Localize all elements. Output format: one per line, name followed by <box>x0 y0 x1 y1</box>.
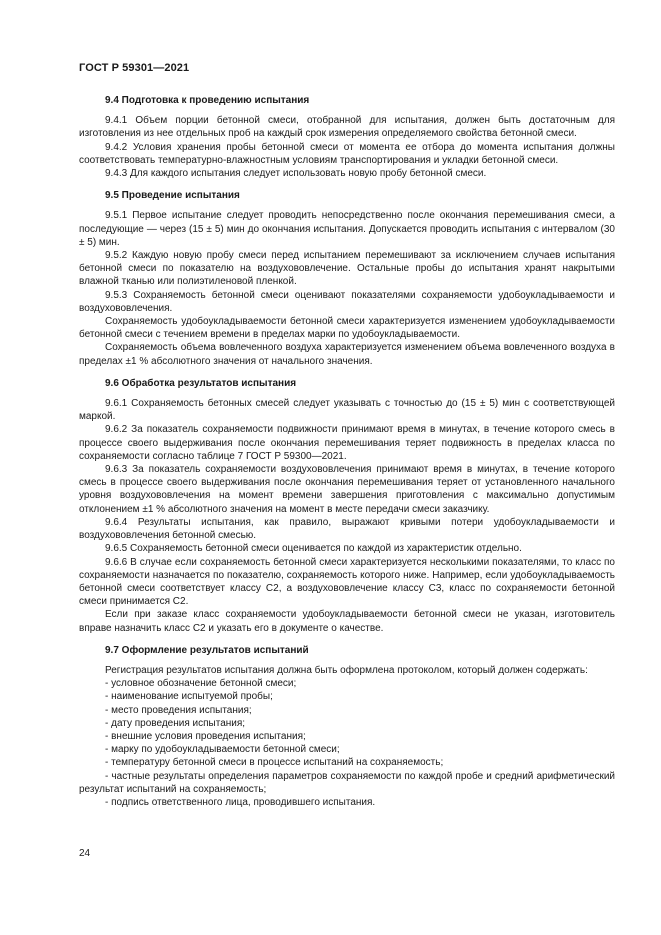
standard-code-header: ГОСТ Р 59301—2021 <box>79 62 190 74</box>
document-body <box>79 94 615 818</box>
list-item: - температуру бетонной смеси в процессе испытаний на сохраняемость; <box>105 757 444 769</box>
section-heading: 9.7 Оформление результатов испытаний <box>105 644 309 656</box>
section-heading: 9.5 Проведение испытания <box>105 190 240 202</box>
paragraph: Сохраняемость удобоукладываемости бетонной смеси характеризуется изменением удобоукладываемости бетонной смеси с течением времени в пределах марки по удобоукладываемости. <box>79 316 615 341</box>
section-heading: 9.6 Обработка результатов испытания <box>105 377 297 389</box>
list-item: - условное обозначение бетонной смеси; <box>105 678 297 690</box>
page-number: 24 <box>79 848 91 859</box>
paragraph: Регистрация результатов испытания должна быть оформлена протоколом, который должен содержать: <box>105 664 588 676</box>
list-item: - дату проведения испытания; <box>105 717 246 729</box>
paragraph: 9.4.1 Объем порции бетонной смеси, отобранной для испытания, должен быть достаточным для изготовления из нее отдельных проб на каждый срок измерения определяемого свойства бетонной смеси. <box>79 115 615 140</box>
paragraph: Сохраняемость объема вовлеченного воздуха характеризуется изменением объема вовлеченного воздуха в пределах ±1 % абсолютного значения от начального значения. <box>79 342 615 367</box>
paragraph: 9.6.3 За показатель сохраняемости воздухововлечения принимают время в минутах, в течение которого смесь в процессе своего выдерживания после окончания перемешивания теряет от установленного начального уровня воздухововлечения на момент времени завершения приготовления с максимально допустимым отклонением ±1 % абсолютного значения на момент в месте передачи смеси заказчику. <box>79 464 615 515</box>
section-9-7 <box>79 644 615 809</box>
section-heading: 9.4 Подготовка к проведению испытания <box>105 95 310 106</box>
paragraph: 9.5.3 Сохраняемость бетонной смеси оценивают показателями сохраняемости удобоукладываемости и воздухововлечения. <box>79 289 615 314</box>
paragraph: 9.4.2 Условия хранения пробы бетонной смеси от момента ее отбора до момента испытания должны соответствовать температурно-влажностным условиям транспортирования и укладки бетонной смеси. <box>79 141 615 166</box>
paragraph: Если при заказе класс сохраняемости удобоукладываемости бетонной смеси не указан, изготовитель вправе назначить класс С2 и указать его в документе о качестве. <box>79 609 615 634</box>
list-item: - подпись ответственного лица, проводившего испытания. <box>105 796 376 808</box>
paragraph: 9.6.4 Результаты испытания, как правило, выражают кривыми потери удобоукладываемости и воздухововлечения бетонной смесью. <box>79 516 615 542</box>
paragraph: 9.5.2 Каждую новую пробу смеси перед испытанием перемешивают за исключением случаев испытания бетонной смеси по показателю на воздухововлечение. Остальные пробы до испытания хранят накрытыми влажной тканью или полиэтиленовой пленкой. <box>79 250 615 288</box>
paragraph: 9.5.1 Первое испытание следует проводить непосредственно после окончания перемешивания смеси, а последующие — через (15 ± 5) мин до окончания испытания. Допускается проводить испытания с интервалом (30 ± 5) мин. <box>79 210 615 248</box>
list-item: - марку по удобоукладываемости бетонной смеси; <box>105 744 340 756</box>
section-9-5 <box>79 189 615 368</box>
paragraph: 9.6.5 Сохраняемость бетонной смеси оценивается по каждой из характеристик отдельно. <box>105 543 522 555</box>
list-item: - частные результаты определения параметров сохраняемости по каждой пробе и средний арифметический результат испытаний на сохраняемость; <box>79 770 615 795</box>
section-9-6 <box>79 377 615 635</box>
paragraph: 9.4.3 Для каждого испытания следует использовать новую пробу бетонной смеси. <box>105 168 487 180</box>
list-item: - наименование испытуемой пробы; <box>105 691 273 703</box>
list-item: - место проведения испытания; <box>105 704 252 716</box>
paragraph: 9.6.1 Сохраняемость бетонных смесей следует указывать с точностью до (15 ± 5) мин с соответствующей маркой. <box>79 398 615 423</box>
paragraph: 9.6.6 В случае если сохраняемость бетонной смеси характеризуется несколькими показателями, то класс по сохраняемости назначается по показателю, сохраняемость которого ниже. Например, если удобоукладываемость бетонной смеси соответствует классу С2, а воздухововлечение классу С3, класс по сохраняемости бетонной смеси принимается С2. <box>79 556 615 608</box>
list-item: - внешние условия проведения испытания; <box>105 730 306 742</box>
paragraph: 9.6.2 За показатель сохраняемости подвижности принимают время в минутах, в течение которого смесь в процессе своего выдерживания после окончания перемешивания теряет подвижность в пределах класса по сохраняемости согласно таблице 7 ГОСТ Р 59300—2021. <box>79 424 615 462</box>
section-9-4 <box>79 94 615 180</box>
